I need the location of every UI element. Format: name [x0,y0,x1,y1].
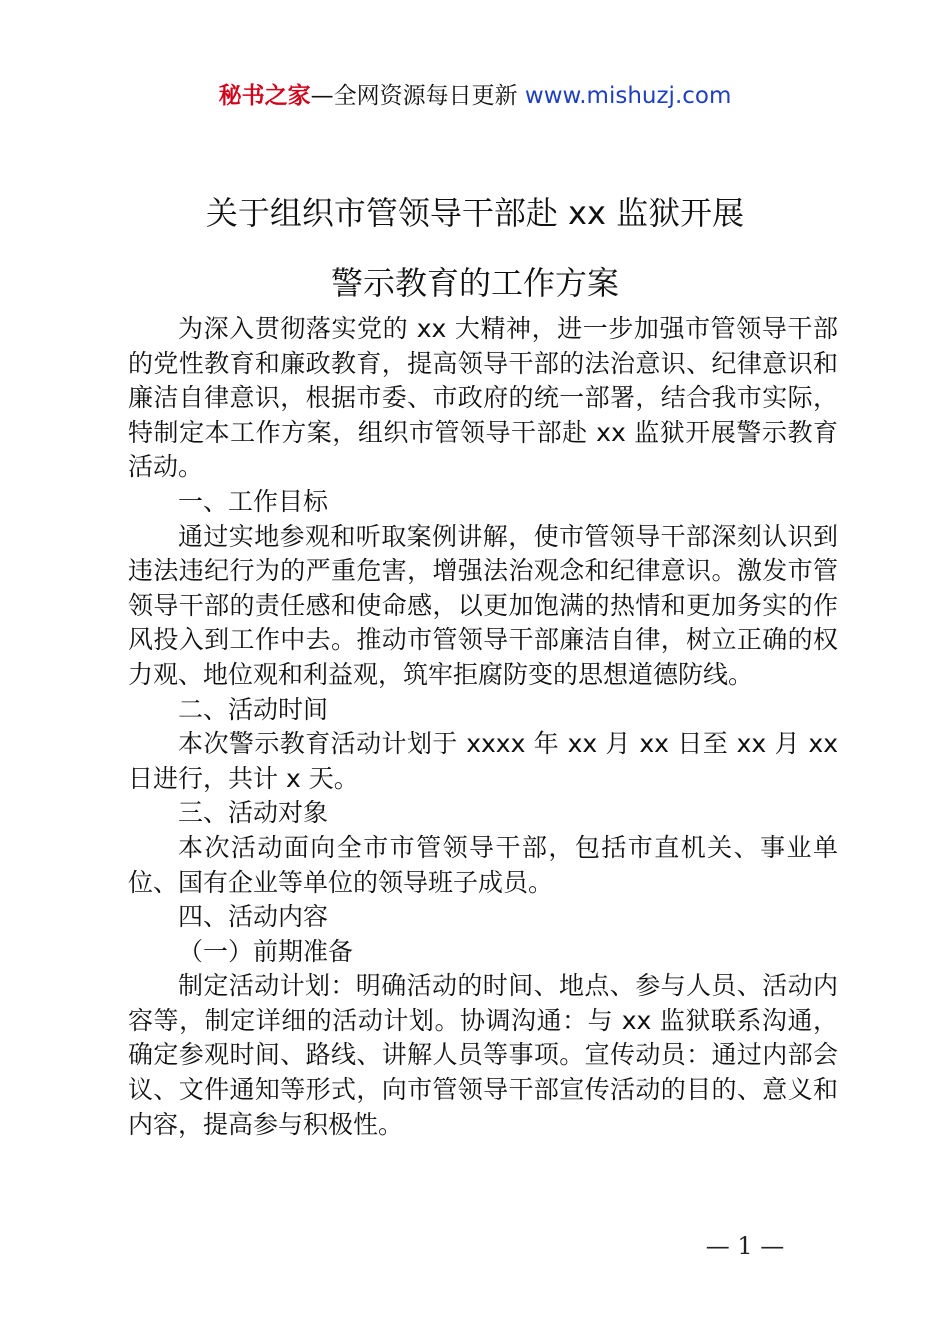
subsection-heading-preparation: （一）前期准备 [178,936,354,966]
time-paragraph: 本次警示教育活动计划于 xxxx 年 xx 月 xx 日至 xx 月 xx 日进行，共计 x 天。 [128,729,838,793]
preparation-paragraph: 制定活动计划：明确活动的时间、地点、参与人员、活动内容等，制定详细的活动计划。协调沟通：与 xx 监狱联系沟通，确定参观时间、路线、讲解人员等事项。宣传动员：通过内部会议、文件通知等形式，向市管领导干部宣传活动的目的、意义和内容，提高参与积极性。 [128,971,838,1139]
site-header [0,78,950,114]
document-title-line-2: 警示教育的工作方案 [330,264,619,302]
section-heading-audience: 三、活动对象 [178,798,329,828]
page-number: — 1 — [705,1232,785,1260]
audience-paragraph: 本次活动面向全市市管领导干部，包括市直机关、事业单位、国有企业等单位的领导班子成员。 [128,832,838,897]
brand-name: 秘书之家 [218,83,311,109]
section-heading-time: 二、活动时间 [178,694,329,724]
intro-paragraph: 为深入贯彻落实党的 xx 大精神，进一步加强市管领导干部的党性教育和廉政教育，提高领导干部的法治意识、纪律意识和廉洁自律意识，根据市委、市政府的统一部署，结合我市实际，特制定本工作方案，组织市管领导干部赴 xx 监狱开展警示教育活动。 [128,314,838,482]
section-heading-content: 四、活动内容 [178,902,329,932]
document-title-line-1: 关于组织市管领导干部赴 xx 监狱开展 [205,194,745,232]
goals-paragraph: 通过实地参观和听取案例讲解，使市管领导干部深刻认识到违法违纪行为的严重危害，增强法治观念和纪律意识。激发市管领导干部的责任感和使命感，以更加饱满的热情和更加务实的作风投入到工作中去。推动市管领导干部廉洁自律，树立正确的权力观、地位观和利益观，筑牢拒腐防变的思想道德防线。 [128,521,838,689]
header-slogan: —全网资源每日更新 [310,83,525,109]
site-url[interactable]: www.mishuzj.com [524,83,732,109]
document-body [128,312,838,1142]
section-heading-goals: 一、工作目标 [178,486,329,516]
